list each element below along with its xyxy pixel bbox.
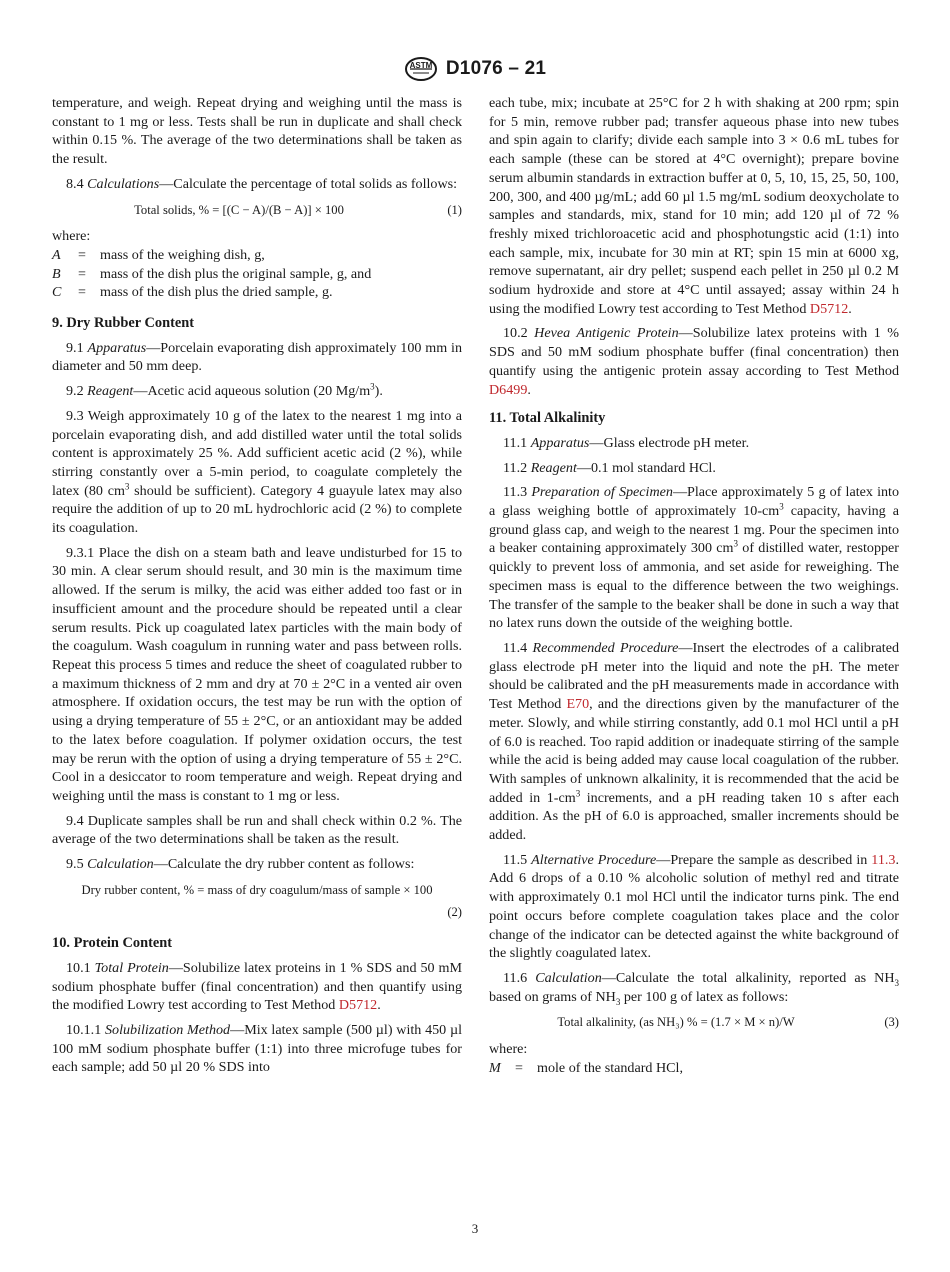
where-label: where: xyxy=(489,1041,528,1058)
section-11-6: 11.6 Calculation—Calculate the total alkalinity, reported as $NH_3$ based on grams of $NH_3$ per 100 g of latex as follows: xyxy=(489,969,899,1007)
equation-2-number: (2) xyxy=(447,905,462,920)
equation-1-expression: Total solids, % = [(C − A)/(B − A)] × 100 xyxy=(134,202,344,217)
where-label: where: xyxy=(52,228,91,245)
section-10-2: 10.2 Hevea Antigenic Protein—Solubilize latex proteins with 1 % SDS and 50 mM sodium phosphate buffer (final concentration) then quantify using the antigenic protein assay according to Test Method D6499. xyxy=(489,325,899,398)
section-11-1: 11.1 Apparatus—Glass electrode pH meter. xyxy=(503,434,750,451)
document-id: D1076 – 21 xyxy=(445,58,547,79)
section-9-2: 9.2 Reagent—Acetic acid aqueous solution (20 $Mg/m^3$). xyxy=(66,381,383,400)
link-e70[interactable]: E70 xyxy=(566,696,590,713)
link-d5712[interactable]: D5712 xyxy=(338,997,378,1014)
right-column xyxy=(489,94,899,1077)
section-8-4: 8.4 Calculations—Calculate the percentage of total solids as follows: xyxy=(66,175,458,192)
astm-logo-icon xyxy=(404,56,438,82)
definition-row: B = mass of the dish plus the original sample, g, and xyxy=(52,265,372,282)
left-column xyxy=(52,94,462,1077)
section-10-1-1: 10.1.1 Solubilization Method—Mix latex sample (500 µl) with 450 µl 100 mM sodium phosphate buffer (1:1) into three microfuge tubes for each sample; add 50 µl 20 % SDS into xyxy=(52,1021,462,1076)
section-9-1: 9.1 Apparatus—Porcelain evaporating dish approximately 100 mm in diameter and 50 mm deep. xyxy=(52,339,462,375)
heading-section-11: 11. Total Alkalinity xyxy=(489,410,606,427)
page-number: 3 xyxy=(471,1221,479,1236)
section-9-5: 9.5 Calculation—Calculate the dry rubber content as follows: xyxy=(66,856,415,873)
section-11-3: 11.3 Preparation of Specimen—Place approximately 5 g of latex into a glass weighing bottle of approximately $10-cm^3$ capacity, having a ground glass cap, and weigh to the nearest 1 mg. Pour the specimen into a beaker containing approximately 300 $cm^3$ of distilled water, restopper quickly to prevent loss of ammonia, and set aside for reweighing. The specimen mass is equal to the difference between the two weighings. The transfer of the sample to the beaker shall be done in such a way that no latex runs down the outside of the weighing bottle. xyxy=(489,484,899,632)
section-11-5: 11.5 Alternative Procedure—Prepare the sample as described in 11.3. Add 6 drops of a 0.10 % alcoholic solution of methyl red and titrate with approximately 0.1 mol HCl until the indicator turns pink. The end point occurs before complete coagulation takes place and the color change of the indicator can be detected against the white background of the slightly coagulated latex. xyxy=(489,851,899,962)
link-d6499[interactable]: D6499 xyxy=(489,381,528,398)
equation-1 xyxy=(52,201,462,220)
link-section-11-3[interactable]: 11.3 xyxy=(871,851,896,868)
section-9-3-1: 9.3.1 Place the dish on a steam bath and leave undisturbed for 15 to 30 min. A clear serum should result, and 30 min is the maximum time allowed. If the serum is milky, the acid was either added too fast or in insufficient amount and the procedure should be repeated until a clear serum results. Pick up coagulated latex particles with the main body of the coagulum. Wash coagulum in running water and pass between rolls. Repeat this process 5 times and reduce the sheet of coagulated rubber to a maximum thickness of 2 mm and dry at 70 ± 2°C in a vented air oven atmosphere. If oxidation occurs, the test may be run with the option of using a drying temperature of 55 ± 2°C, or an antioxidant may be added to the latex before coagulation. If polymer oxidation occurs, the test may be rerun with the option of using a drying temperature of 55 ± 2°C. Cool in a desiccator to room temperature and weigh. Repeat drying and weighing until the mass is constant to 1 mg or less. xyxy=(52,544,462,804)
section-11-2: 11.2 Reagent—0.1 mol standard HCl. xyxy=(503,459,716,476)
definition-row: A = mass of the weighing dish, g, xyxy=(52,246,265,263)
section-9-3: 9.3 Weigh approximately 10 g of the latex to the nearest 1 mg into a porcelain evaporating dish, and add distilled water until the total solids content is approximately 25 %. Add sufficient acetic acid (2 %), while stirring constantly over a 5-min period, to coagulate completely the latex (80 $cm^3$ should be sufficient). Category 4 guayule latex may also require the addition of up to 20 mL hydrochloric acid (2 %) to complete its coagulation. xyxy=(52,407,462,537)
definition-row: C = mass of the dish plus the dried sample, g. xyxy=(52,284,333,301)
definition-row: M = mole of the standard HCl, xyxy=(489,1059,683,1076)
section-9-4: 9.4 Duplicate samples shall be run and shall check within 0.2 %. The average of the two determinations shall be taken as the result. xyxy=(52,812,462,848)
equation-3 xyxy=(489,1013,899,1032)
page-header xyxy=(0,54,950,84)
equation-1-number: (1) xyxy=(447,202,462,217)
equation-2-expression: Dry rubber content, % = mass of dry coagulum/mass of sample × 100 xyxy=(81,882,433,897)
equation-2 xyxy=(52,881,462,922)
link-d5712[interactable]: D5712 xyxy=(809,300,849,317)
paragraph-continuation: temperature, and weigh. Repeat drying and weighing until the mass is constant to 1 mg or less. Tests shall be run in duplicate and shall check within 0.15 %. The average of the two determinations shall be taken as the result. xyxy=(52,95,462,168)
equation-3-number: (3) xyxy=(884,1015,899,1030)
svg-text:ASTM: ASTM xyxy=(409,61,433,70)
heading-section-10: 10. Protein Content xyxy=(52,935,173,952)
paragraph-continuation: each tube, mix; incubate at 25°C for 2 h with shaking at 200 rpm; spin for 5 min, remove rubber pad; transfer aqueous phase into new tubes and spin again to clarify; divide each sample into 3 × 0.6 mL tubes for each sample (these can be stored at 4°C overnight); prepare bovine serum albumin standards in extraction buffer at 0, 5, 10, 15, 25, 50, 100, 200, 300, and 400 µg/mL; add 60 µl 1.5 mg/mL sodium deoxycholate to samples and standards, mix, stand for 10 min; add 120 µl of 72 % freshly mixed trichloroacetic acid and phosphotungstic acid (1:1) into each sample, mix, incubate for 30 min at RT; spin 15 min at 6000 xg, remove supernatant, air dry pellet; suspend each pellet in 250 µl 0.2 M sodium hydroxide and store at 4°C until assayed; assay within 24 h using the modified Lowry test according to Test Method D5712. xyxy=(489,95,899,317)
heading-section-9: 9. Dry Rubber Content xyxy=(52,315,195,332)
section-10-1: 10.1 Total Protein—Solubilize latex proteins in 1 % SDS and 50 mM sodium phosphate buffer (final concentration) and then quantify using the modified Lowry test according to Test Method D5712. xyxy=(52,959,463,1014)
section-11-4: 11.4 Recommended Procedure—Insert the electrodes of a calibrated glass electrode pH meter into the liquid and note the pH. The meter should be calibrated and the pH measurements made in accordance with Test Method E70, and the directions given by the manufacturer of the meter. Slowly, and while stirring constantly, add 0.1 mol HCl until a pH of 6.0 is reached. Too rapid addition or inadequate stirring of the sample while the acid is being added may cause local coagulation of the rubber. With samples of unknown alkalinity, it is recommended that the acid be added in $1-cm^3$ increments, and a pH reading taken 10 s after each addition. As the pH of 6.0 is approached, smaller increments should be added. xyxy=(489,639,899,844)
equation-3-expression: Total alkalinity, (as NH₃) % = (1.7 × M × n)/W xyxy=(557,1015,795,1030)
